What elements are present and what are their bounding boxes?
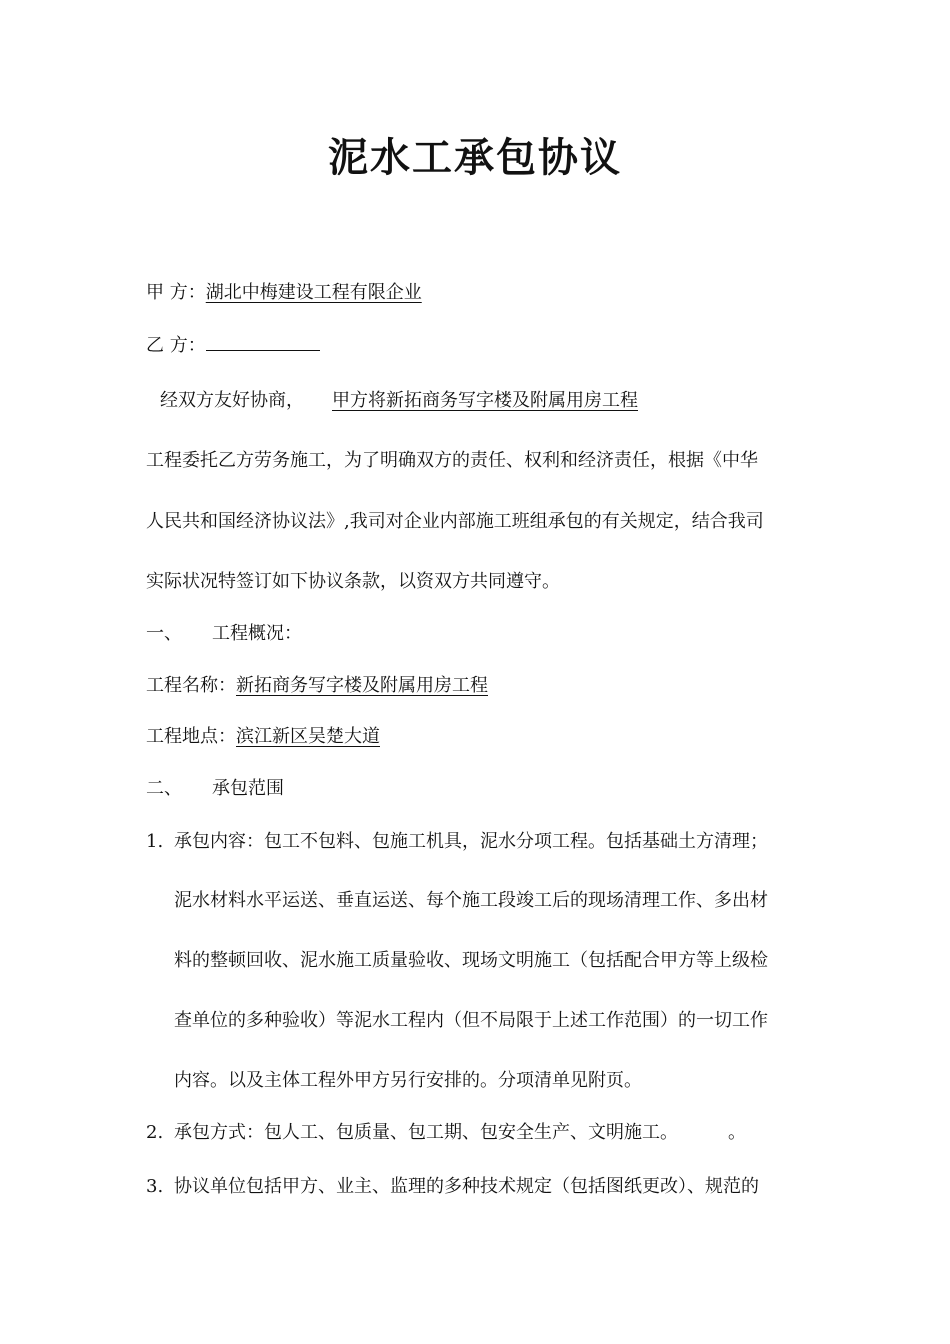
party-a-line <box>146 280 422 306</box>
party-a-value: 湖北中梅建设工程有限企业 <box>205 282 422 303</box>
project-name-line <box>146 673 488 699</box>
project-site-value: 滨江新区吴楚大道 <box>236 726 380 747</box>
scope-item-2-line-1 <box>146 1120 746 1146</box>
scope-item-1-line-5: 内容。以及主体工程外甲方另行安排的。分项清单见附页。 <box>174 1070 642 1091</box>
intro-underlined: 甲方将新拓商务写字楼及附属用房工程 <box>332 390 638 411</box>
party-b-blank <box>206 334 320 351</box>
project-name-value: 新拓商务写字楼及附属用房工程 <box>236 675 488 696</box>
scope-item-1-text: 承包内容：包工不包料、包施工机具，泥水分项工程。包括基础土方清理； <box>174 831 768 852</box>
party-a-label: 甲 方： <box>146 282 206 303</box>
scope-item-3-number: 3. <box>146 1176 164 1197</box>
section-1-number: 一、 <box>146 623 182 644</box>
section-1-heading <box>146 621 302 647</box>
scope-item-1-line-4: 查单位的多种验收）等泥水工程内（但不局限于上述工作范围）的一切工作 <box>174 1010 768 1031</box>
party-b-line <box>146 333 320 359</box>
scope-item-3-text: 协议单位包括甲方、业主、监理的多种技术规定（包括图纸更改）、规范的 <box>174 1176 759 1197</box>
scope-item-2-number: 2. <box>146 1122 164 1143</box>
scope-item-1-line-1 <box>146 829 768 855</box>
project-site-line <box>146 724 380 750</box>
section-1-title: 工程概况： <box>212 623 302 644</box>
intro-line-1 <box>160 388 704 414</box>
party-b-label: 乙 方： <box>146 335 206 356</box>
intro-lead: 经双方友好协商， <box>160 390 304 411</box>
scope-item-1-number: 1. <box>146 831 164 852</box>
section-2-number: 二、 <box>146 778 182 799</box>
scope-item-3-line-1 <box>146 1174 759 1200</box>
scope-item-2-text: 承包方式：包人工、包质量、包工期、包安全生产、文明施工。 <box>174 1122 678 1143</box>
document-title: 泥水工承包协议 <box>328 135 622 181</box>
intro-line-3: 人民共和国经济协议法》,我司对企业内部施工班组承包的有关规定，结合我司 <box>146 511 764 532</box>
scope-item-1-line-3: 料的整顿回收、泥水施工质量验收、现场文明施工（包括配合甲方等上级检 <box>174 950 768 971</box>
scope-item-1-line-2: 泥水材料水平运送、垂直运送、每个施工段竣工后的现场清理工作、多出材 <box>174 890 768 911</box>
project-name-label: 工程名称： <box>146 675 236 696</box>
intro-line-2: 工程委托乙方劳务施工，为了明确双方的责任、权利和经济责任，根据《中华 <box>146 450 758 471</box>
scope-item-2-trailing: 。 <box>728 1122 746 1143</box>
section-2-title: 承包范围 <box>212 778 284 799</box>
section-2-heading <box>146 776 284 802</box>
intro-line-4: 实际状况特签订如下协议条款，以资双方共同遵守。 <box>146 571 560 592</box>
project-site-label: 工程地点： <box>146 726 236 747</box>
